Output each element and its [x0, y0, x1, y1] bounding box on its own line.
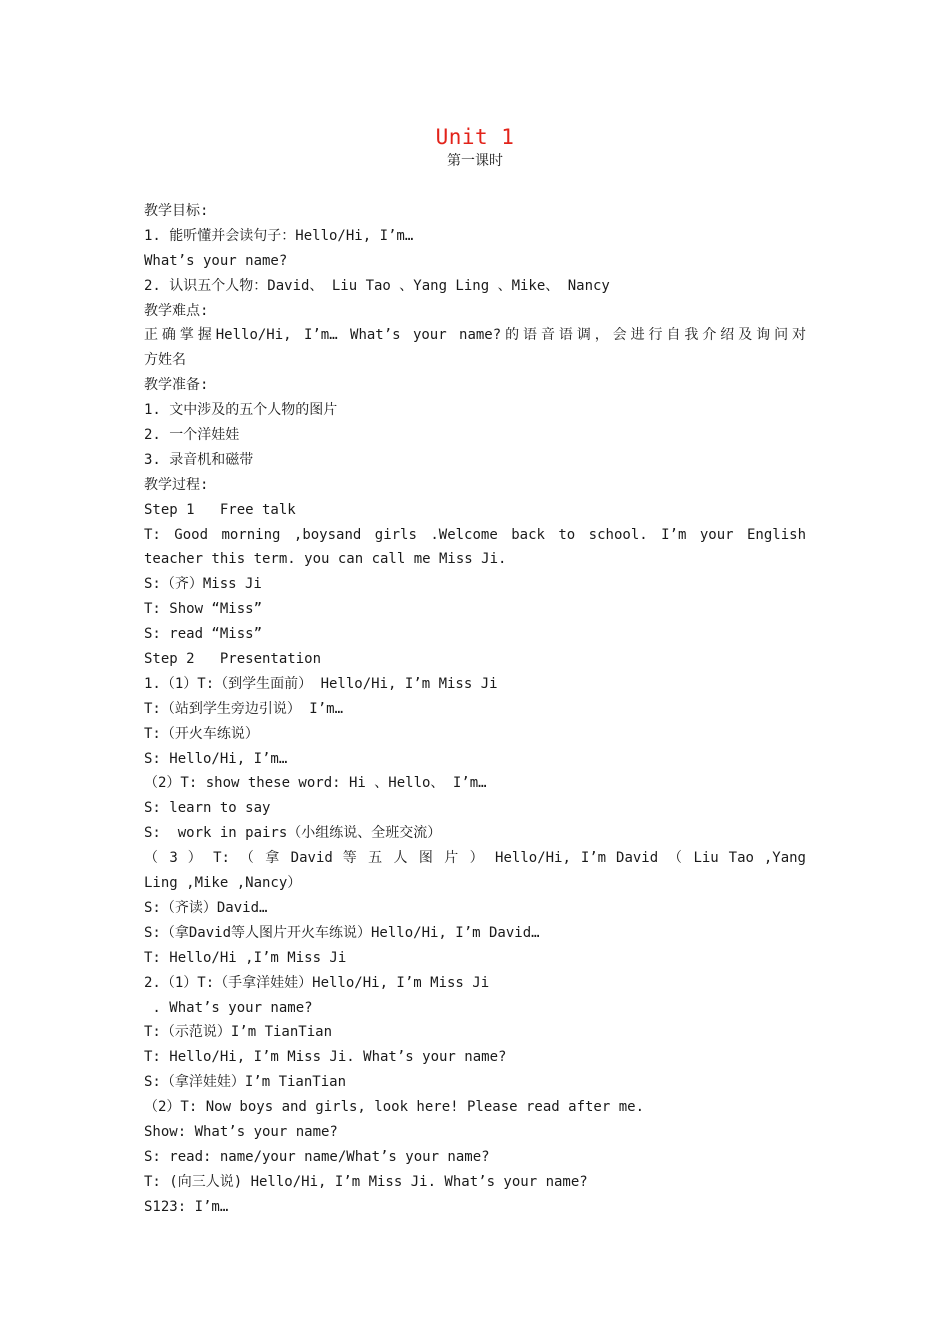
text-line: S: read: name/your name/What’s your name?: [144, 1148, 490, 1165]
text-line: 2. 一个洋娃娃: [144, 427, 240, 444]
text-line: S:（齐读）David…: [144, 899, 268, 916]
text-line: 教学过程:: [144, 476, 209, 493]
text-line: . What’s your name?: [144, 999, 313, 1016]
text-line: S: learn to say: [144, 800, 271, 817]
text-line: 教学目标:: [144, 203, 209, 219]
text-line: 方姓名: [144, 352, 186, 369]
text-line: 2.（1）T:（手拿洋娃娃）Hello/Hi, I’m Miss Ji: [144, 974, 490, 991]
text-line: （2）T: show these word: Hi 、Hello、 I’m…: [144, 775, 487, 792]
text-line: What’s your name?: [144, 252, 288, 269]
text-line: Step 1 Free talk: [144, 501, 296, 518]
text-line: S:（拿David等人图片开火车练说）Hello/Hi, I’m David…: [144, 924, 540, 941]
text-line: S: read “Miss”: [144, 626, 263, 643]
text-line: 正确掌握Hello/Hi, I’m… What’s your name?的语音语调，会进行自我介绍及询问对: [144, 327, 806, 344]
text-line: Show: What’s your name?: [144, 1123, 338, 1140]
text-line: 1. 文中涉及的五个人物的图片: [144, 402, 338, 419]
text-line: T: Show “Miss”: [144, 601, 263, 618]
text-line: 教学难点:: [144, 302, 209, 319]
text-line: S: work in pairs（小组练说、全班交流）: [144, 825, 442, 842]
text-line: S:（齐）Miss Ji: [144, 576, 262, 593]
text-line: 1.（1）T:（到学生面前） Hello/Hi, I’m Miss Ji: [144, 675, 498, 692]
text-line: T:（开火车练说）: [144, 725, 259, 742]
text-line: S: Hello/Hi, I’m…: [144, 750, 288, 767]
text-line: T:（示范说）I’m TianTian: [144, 1024, 333, 1041]
text-line: T: Hello/Hi, I’m Miss Ji. What’s your name?: [144, 1049, 507, 1066]
text-line: Ling ,Mike ,Nancy）: [144, 875, 302, 892]
text-line: teacher this term. you can call me Miss Ji.: [144, 551, 507, 568]
text-line: （2）T: Now boys and girls, look here! Please read after me.: [144, 1099, 645, 1116]
text-line: 3. 录音机和磁带: [144, 451, 254, 468]
text-line: T: Good morning ,boysand girls .Welcome back to school. I’m your English: [144, 526, 806, 543]
text-line: （ 3 ） T: （ 拿 David 等 五 人 图 片 ） Hello/Hi, I’m David （ Liu Tao ,Yang: [144, 850, 806, 867]
text-line: S123: I’m…: [144, 1198, 229, 1215]
text-line: S:（拿洋娃娃）I’m TianTian: [144, 1074, 347, 1091]
text-line: T:（站到学生旁边引说） I’m…: [144, 700, 344, 717]
document-subtitle: 第一课时: [447, 153, 503, 169]
text-line: 1. 能听懂并会读句子：Hello/Hi, I’m…: [144, 227, 414, 244]
text-line: T: (向三人说) Hello/Hi, I’m Miss Ji. What’s your name?: [144, 1173, 588, 1190]
document-body: [144, 199, 806, 1220]
text-line: T: Hello/Hi ,I’m Miss Ji: [144, 949, 347, 966]
text-line: 2. 认识五个人物：David、 Liu Tao 、Yang Ling 、Mike、 Nancy: [144, 277, 610, 294]
text-line: 教学准备:: [144, 377, 209, 394]
document-title: Unit 1: [435, 125, 515, 149]
text-line: Step 2 Presentation: [144, 651, 322, 668]
